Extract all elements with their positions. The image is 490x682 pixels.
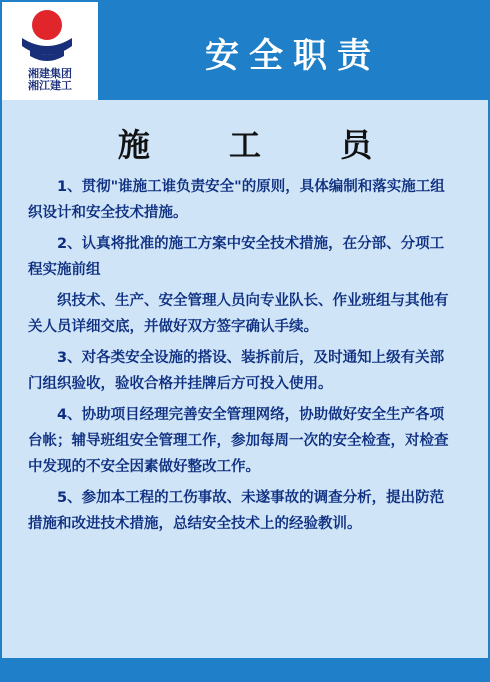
duty-item-1: 1、贯彻"谁施工谁负责安全"的原则，具体编制和落实施工组织设计和安全技术措施。 xyxy=(28,179,445,221)
duty-list xyxy=(28,174,458,537)
duty-item-3: 3、对各类安全设施的搭设、装拆前后，及时通知上级有关部门组织验收，验收合格并挂牌后方可投入使用。 xyxy=(28,350,445,392)
page-title: 安全职责 xyxy=(205,36,381,76)
header-bar xyxy=(98,2,488,100)
logo-mark-icon xyxy=(16,8,78,66)
logo-text xyxy=(28,68,88,92)
logo-line-1: 湘建集团 xyxy=(28,67,72,80)
role-subtitle: 施 工 员 xyxy=(117,126,407,164)
logo-line-2: 湘江建工 xyxy=(28,79,72,92)
duty-item-5: 5、参加本工程的工伤事故、未遂事故的调查分析，提出防范措施和改进技术措施，总结安全技术上的经验教训。 xyxy=(28,490,445,532)
footer-bar xyxy=(2,658,488,680)
duty-item-2: 2、认真将批准的施工方案中安全技术措施，在分部、分项工程实施前组 xyxy=(28,236,445,278)
duty-item-2-continued: 织技术、生产、安全管理人员向专业队长、作业班组与其他有关人员详细交底，并做好双方签字确认手续。 xyxy=(28,293,449,335)
company-logo xyxy=(2,2,98,100)
duty-item-4: 4、协助项目经理完善安全管理网络，协助做好安全生产各项台帐；辅导班组安全管理工作，参加每周一次的安全检查，对检查中发现的不安全因素做好整改工作。 xyxy=(28,407,449,475)
